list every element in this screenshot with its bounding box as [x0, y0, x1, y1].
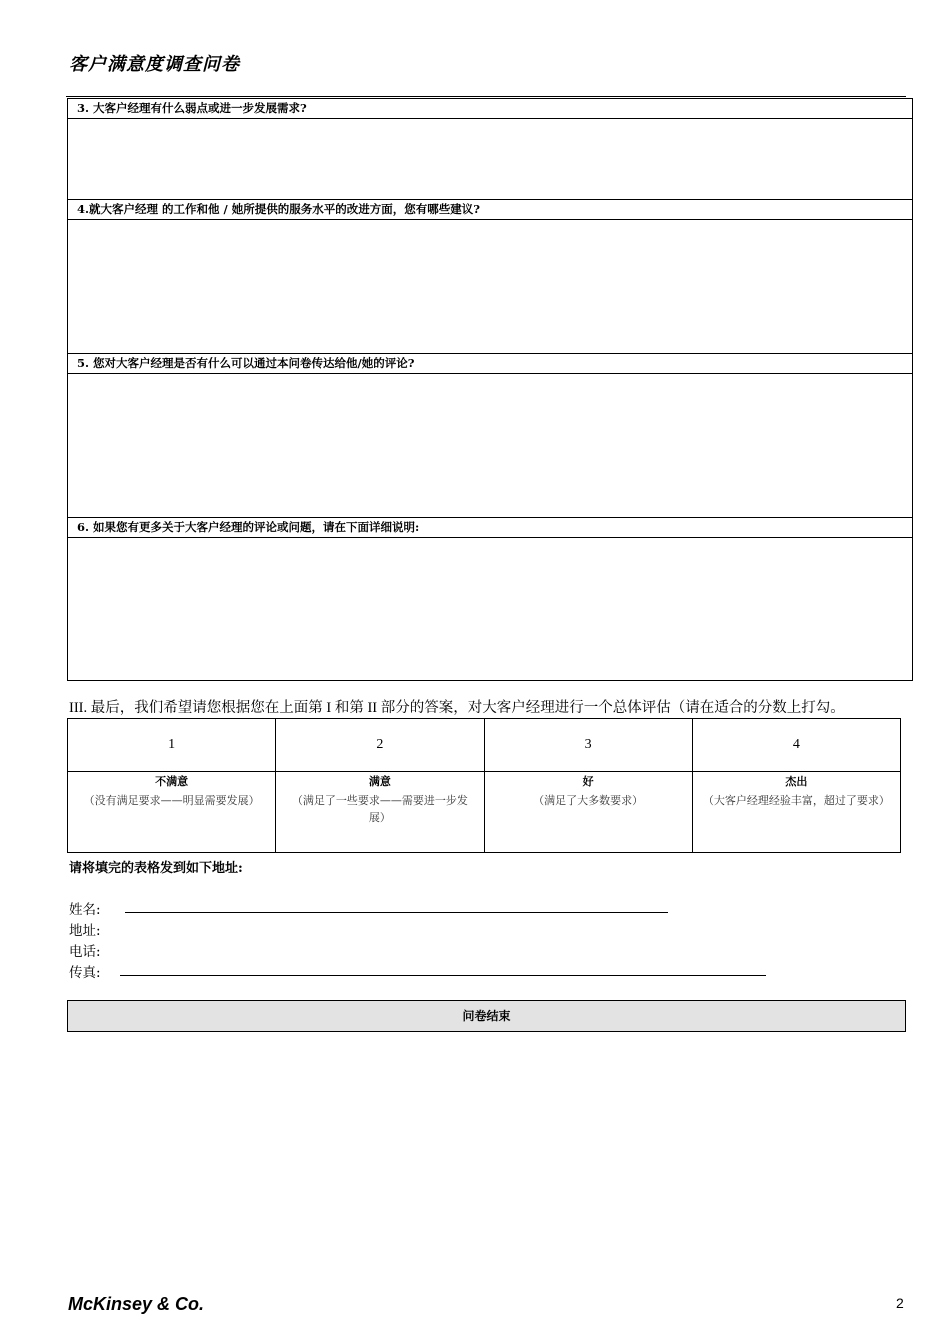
name-label: 姓名: [69, 902, 101, 918]
section-3-intro: III. 最后，我们希望请您根据您在上面第 I 和第 II 部分的答案，对大客户经理进行一个总体评估（请在适合的分数上打勾。 [69, 700, 845, 716]
question-5-box [67, 353, 913, 518]
rating-cell-2 [276, 772, 484, 853]
question-4-answer-area[interactable] [68, 220, 912, 354]
rating-score-2[interactable]: 2 [276, 719, 484, 772]
rating-description: （没有满足要求——明显需要发展） [83, 794, 260, 807]
page-title: 客户满意度调查问卷 [69, 54, 240, 75]
phone-label: 电话: [69, 944, 101, 960]
end-of-questionnaire-bar: 问卷结束 [67, 1000, 906, 1032]
rating-description: （满足了大多数要求） [533, 794, 644, 807]
question-3-box [67, 98, 913, 200]
question-3-label: 3. 大客户经理有什么弱点或进一步发展需求? [68, 99, 912, 119]
rating-score-4[interactable]: 4 [692, 719, 900, 772]
rating-label: 杰出 [785, 775, 808, 788]
rating-label: 满意 [368, 775, 391, 788]
fax-label: 传真: [69, 965, 101, 981]
rating-description: （满足了一些要求——需要进一步发展） [291, 794, 468, 824]
rating-description: （大客户经理经验丰富，超过了要求） [702, 794, 890, 807]
rating-cell-1 [68, 772, 276, 853]
title-divider [66, 96, 906, 97]
rating-cell-4 [692, 772, 900, 853]
name-input-line[interactable] [125, 912, 668, 913]
address-label: 地址: [69, 923, 101, 939]
question-6-box [67, 517, 913, 681]
rating-label: 好 [582, 775, 594, 788]
rating-label: 不满意 [155, 775, 189, 788]
fax-input-line[interactable] [120, 975, 766, 976]
question-5-label: 5. 您对大客户经理是否有什么可以通过本问卷传达给他/她的评论? [68, 354, 912, 374]
question-6-label: 6. 如果您有更多关于大客户经理的评论或问题，请在下面详细说明: [68, 518, 912, 538]
rating-cell-3 [484, 772, 692, 853]
question-5-answer-area[interactable] [68, 374, 912, 518]
rating-score-3[interactable]: 3 [484, 719, 692, 772]
contact-heading: 请将填完的表格发到如下地址: [69, 861, 243, 876]
rating-score-1[interactable]: 1 [68, 719, 276, 772]
question-6-answer-area[interactable] [68, 538, 912, 681]
rating-table [67, 718, 901, 853]
question-4-label: 4.就大客户经理 的工作和他 / 她所提供的服务水平的改进方面，您有哪些建议? [68, 200, 912, 220]
page-number: 2 [896, 1295, 904, 1311]
question-4-box [67, 199, 913, 354]
question-3-answer-area[interactable] [68, 119, 912, 200]
footer-brand: McKinsey & Co. [68, 1294, 205, 1314]
